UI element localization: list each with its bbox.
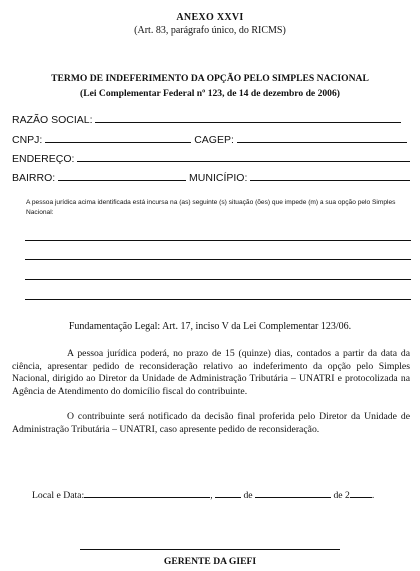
reconsideration-paragraph bbox=[12, 348, 410, 398]
bairro-field[interactable] bbox=[58, 171, 186, 181]
bairro-municipio-row bbox=[12, 171, 410, 184]
cagep-label: CAGEP: bbox=[194, 134, 234, 146]
date-line bbox=[32, 488, 374, 501]
paragraph-text: A pessoa jurídica poderá, no prazo de 15 (quinze) dias, contados a partir da data da ciência, apresentar pedido de reconsideração relativo ao indeferimento da opção pelo Simples Nacional, dirigido ao Diretor da Unidade de Administração Tributária – UNATRI e protocolizada na Agência de Atendimento do domicílio fiscal do contribuinte. bbox=[12, 348, 410, 397]
municipio-field[interactable] bbox=[250, 171, 410, 181]
situation-line[interactable] bbox=[25, 259, 411, 260]
endereco-field[interactable] bbox=[77, 152, 410, 162]
de-label: de bbox=[243, 490, 253, 501]
cagep-field[interactable] bbox=[237, 133, 407, 143]
cnpj-field[interactable] bbox=[45, 133, 191, 143]
bairro-label: BAIRRO: bbox=[12, 172, 56, 184]
instruction-text: A pessoa jurídica acima identificada está incursa na (as) seguinte (s) situação (ões) que impede (m) a sua opção pelo Simples Nacional: bbox=[26, 199, 396, 216]
endereco-row bbox=[12, 152, 410, 165]
end-period: . bbox=[371, 490, 375, 501]
signature-line[interactable] bbox=[80, 549, 340, 550]
signature-title: GERENTE DA GIEFI bbox=[163, 556, 257, 567]
situation-line[interactable] bbox=[25, 279, 411, 280]
situation-line[interactable] bbox=[25, 240, 411, 241]
paragraph-text: O contribuinte será notificado da decisão final proferida pelo Diretor da Unidade de Administração Tributária – UNATRI, caso apresente pedido de reconsideração. bbox=[12, 411, 410, 435]
annex-title: ANEXO XXVI bbox=[176, 12, 244, 23]
razao-social-label: RAZÃO SOCIAL: bbox=[12, 114, 93, 126]
endereco-label: ENDEREÇO: bbox=[12, 153, 75, 165]
razao-social-row bbox=[12, 113, 401, 126]
separator: , bbox=[210, 490, 213, 501]
document-title: TERMO DE INDEFERIMENTO DA OPÇÃO PELO SIMPLES NACIONAL bbox=[51, 73, 369, 84]
razao-social-field[interactable] bbox=[95, 113, 401, 123]
situation-line[interactable] bbox=[25, 299, 411, 300]
month-field[interactable] bbox=[255, 488, 331, 498]
document-subtitle: (Lei Complementar Federal nº 123, de 14 de dezembro de 2006) bbox=[80, 88, 340, 99]
legal-basis: Fundamentação Legal: Art. 17, inciso V da Lei Complementar 123/06. bbox=[68, 321, 352, 332]
cnpj-label: CNPJ: bbox=[12, 134, 43, 146]
cnpj-cagep-row bbox=[12, 133, 407, 146]
local-field[interactable] bbox=[84, 488, 210, 498]
local-label: Local e Data: bbox=[32, 490, 85, 501]
annex-reference: (Art. 83, parágrafo único, do RICMS) bbox=[134, 25, 286, 36]
year-field[interactable] bbox=[350, 488, 372, 498]
day-field[interactable] bbox=[215, 488, 241, 498]
notification-paragraph bbox=[12, 411, 410, 436]
year-prefix: de 2 bbox=[333, 490, 350, 501]
municipio-label: MUNICÍPIO: bbox=[189, 172, 248, 184]
